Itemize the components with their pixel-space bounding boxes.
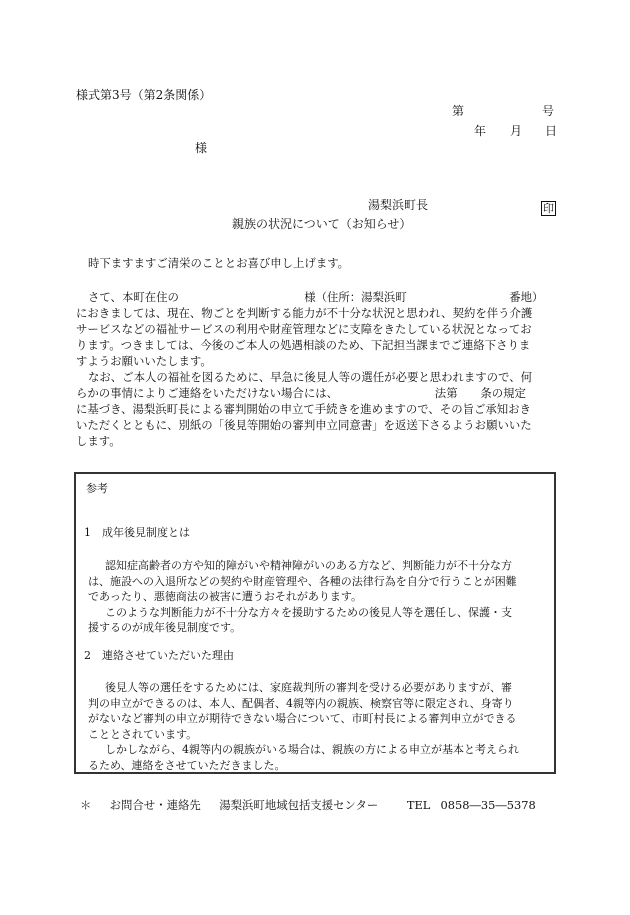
body-line: します。: [76, 434, 121, 448]
reference-line: 認知症高齢者の方や知的障がいや精神障がいのある方など、判断能力が不十分な方: [94, 559, 512, 572]
sender-name: 湯梨浜町長: [368, 198, 429, 212]
seal-text: 印: [543, 202, 554, 215]
reference-line: がないなど審判の申立が期待できない場合について、市町村長による審判申立ができる: [88, 712, 517, 725]
reference-line: しかしながら、4親等内の親族がいる場合は、親族の方による申立が基本と考えられ: [94, 743, 519, 756]
reference-line: は、施設への入退所などの契約や財産管理や、各種の法律行為を自分で行うことが困難: [88, 574, 517, 588]
footer-label: お問合せ・連絡先: [109, 798, 201, 812]
body-line: ります。つきましては、今後のご本人の処遇相談のため、下記担当課までご連絡下さりま: [76, 338, 531, 352]
section-2-title: 2 連絡させていただいた理由: [84, 649, 234, 662]
addressee-suffix: 様: [195, 141, 208, 155]
body-line: いただくとともに、別紙の「後見等開始の審判申立同意書」を返送下さるようお願いいた: [76, 418, 532, 432]
footer-org: 湯梨浜町地域包括支援センター: [219, 798, 379, 812]
form-label: 様式第3号（第2条関係）: [76, 88, 212, 102]
contact-footer: [80, 798, 536, 813]
date-day: 日: [545, 124, 558, 138]
body-line: らかの事情によりご連絡をいただけない場合には、 法第 条の規定: [76, 386, 526, 400]
reference-line: るため、連絡をさせていただきました。: [88, 758, 286, 772]
footer-tel-label: TEL: [406, 798, 431, 812]
reference-line: このような判断能力が不十分な方々を援助するための後見人等を選任し、保護・支: [94, 605, 512, 619]
section-1-title: 1 成年後見制度とは: [84, 526, 190, 539]
reference-box: [74, 472, 556, 774]
reference-line: 判の申立ができるのは、本人、配偶者、4親等内の親族、検察官等に限定され、身寄り: [88, 696, 514, 710]
section-1-body: [88, 558, 548, 636]
date-year: 年: [474, 124, 487, 138]
date-month: 月: [510, 124, 523, 138]
body-paragraph-2: [76, 369, 556, 449]
body-line: に基づき、湯梨浜町長による審判開始の申立て手続きを進めますので、その旨ご承知おき: [76, 402, 531, 416]
body-line: なお、ご本人の福祉を図るために、早急に後見人等の選任が必要と思われますので、何: [88, 370, 533, 384]
greeting: 時下ますますご清栄のこととお喜び申し上げます。: [88, 256, 350, 270]
body-line: サービスなどの福祉サービスの利用や財産管理などに支障をきたしている状況となってお: [76, 322, 532, 336]
footer-tel: 0858―35―5378: [440, 798, 536, 812]
document-number-dai: 第: [452, 104, 465, 118]
document-title: 親族の状況について（お知らせ）: [232, 217, 412, 231]
body-paragraph-1: [76, 289, 556, 369]
document-number-go: 号: [542, 104, 555, 118]
body-line: におきましては、現在、物ごとを判断する能力が不十分な状況と思われ、契約を伴う介護: [76, 306, 533, 320]
reference-line: 援するのが成年後見制度です。: [88, 621, 242, 634]
reference-heading: 参考: [86, 482, 108, 495]
footer-mark: ＊: [80, 798, 92, 812]
body-line: すようお願いいたします。: [76, 354, 212, 368]
reference-line: こととされています。: [88, 727, 198, 741]
reference-line: であったり、悪徳商法の被害に遭うおそれがあります。: [88, 590, 363, 603]
body-line: さて、本町在住の 様（住所：湯梨浜町 番地）: [88, 290, 544, 304]
reference-line: 後見人等の選任をするためには、家庭裁判所の審判を受ける必要がありますが、審: [94, 681, 512, 694]
section-2-body: [88, 680, 548, 773]
seal-mark: [541, 197, 556, 216]
